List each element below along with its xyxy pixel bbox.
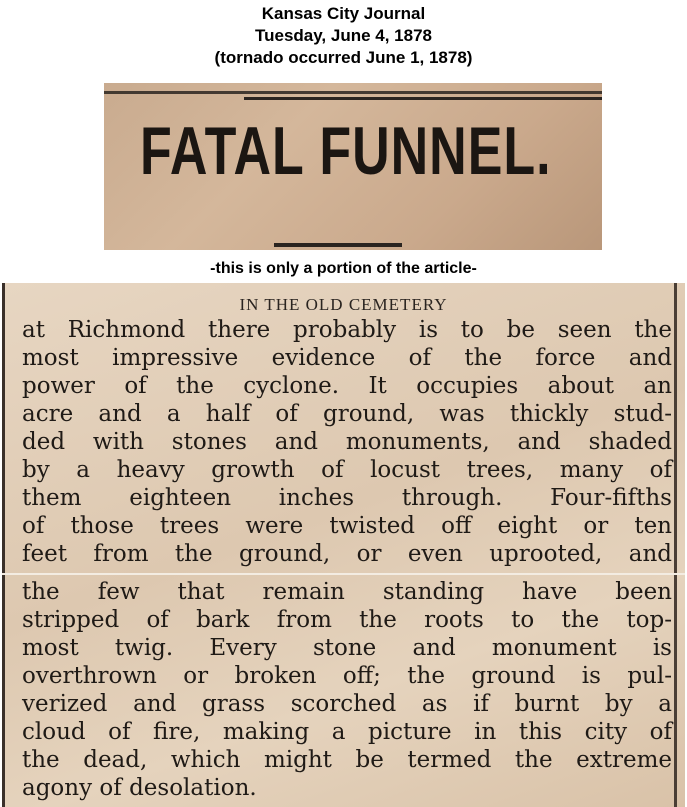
article-line: stripped of bark from the roots to the top- bbox=[22, 607, 672, 633]
top-rule-double bbox=[244, 97, 602, 100]
headline-clipping bbox=[104, 83, 602, 250]
article-line: most impressive evidence of the force and bbox=[22, 345, 672, 371]
newspaper-name: Kansas City Journal bbox=[261, 4, 426, 23]
article-line: overthrown or broken off; the ground is pul- bbox=[22, 663, 672, 689]
article-line: at Richmond there probably is to be seen the bbox=[22, 317, 672, 343]
article-line: cloud of fire, making a picture in this city of bbox=[22, 719, 672, 745]
headline: FATAL FUNNEL. bbox=[140, 114, 552, 190]
article-line: acre and a half of ground, was thickly stud- bbox=[22, 401, 672, 427]
article-clipping bbox=[2, 283, 685, 807]
tornado-date-note: (tornado occurred June 1, 1878) bbox=[214, 48, 473, 67]
article-line: power of the cyclone. It occupies about an bbox=[22, 373, 672, 399]
article-line: by a heavy growth of locust trees, many of bbox=[22, 457, 672, 483]
article-line: agony of desolation. bbox=[22, 775, 257, 801]
article-line: the dead, which might be termed the extreme bbox=[22, 747, 672, 773]
clipping-seam bbox=[2, 573, 685, 575]
column-rule-right bbox=[674, 283, 677, 807]
article-line: of those trees were twisted off eight or ten bbox=[22, 513, 672, 539]
portion-note: -this is only a portion of the article- bbox=[210, 260, 477, 277]
top-rule bbox=[104, 91, 602, 94]
section-heading: IN THE OLD CEMETERY bbox=[239, 295, 448, 314]
article-line: them eighteen inches through. Four-fifths bbox=[22, 485, 672, 511]
publication-date: Tuesday, June 4, 1878 bbox=[254, 26, 432, 45]
article-line: the few that remain standing have been bbox=[22, 579, 672, 605]
article-line: verized and grass scorched as if burnt by a bbox=[22, 691, 672, 717]
bottom-rule bbox=[274, 243, 402, 247]
column-rule-left bbox=[2, 283, 5, 807]
article-line: most twig. Every stone and monument is bbox=[22, 635, 672, 661]
article-line: feet from the ground, or even uprooted, and bbox=[22, 541, 672, 567]
article-line: ded with stones and monuments, and shaded bbox=[22, 429, 672, 455]
